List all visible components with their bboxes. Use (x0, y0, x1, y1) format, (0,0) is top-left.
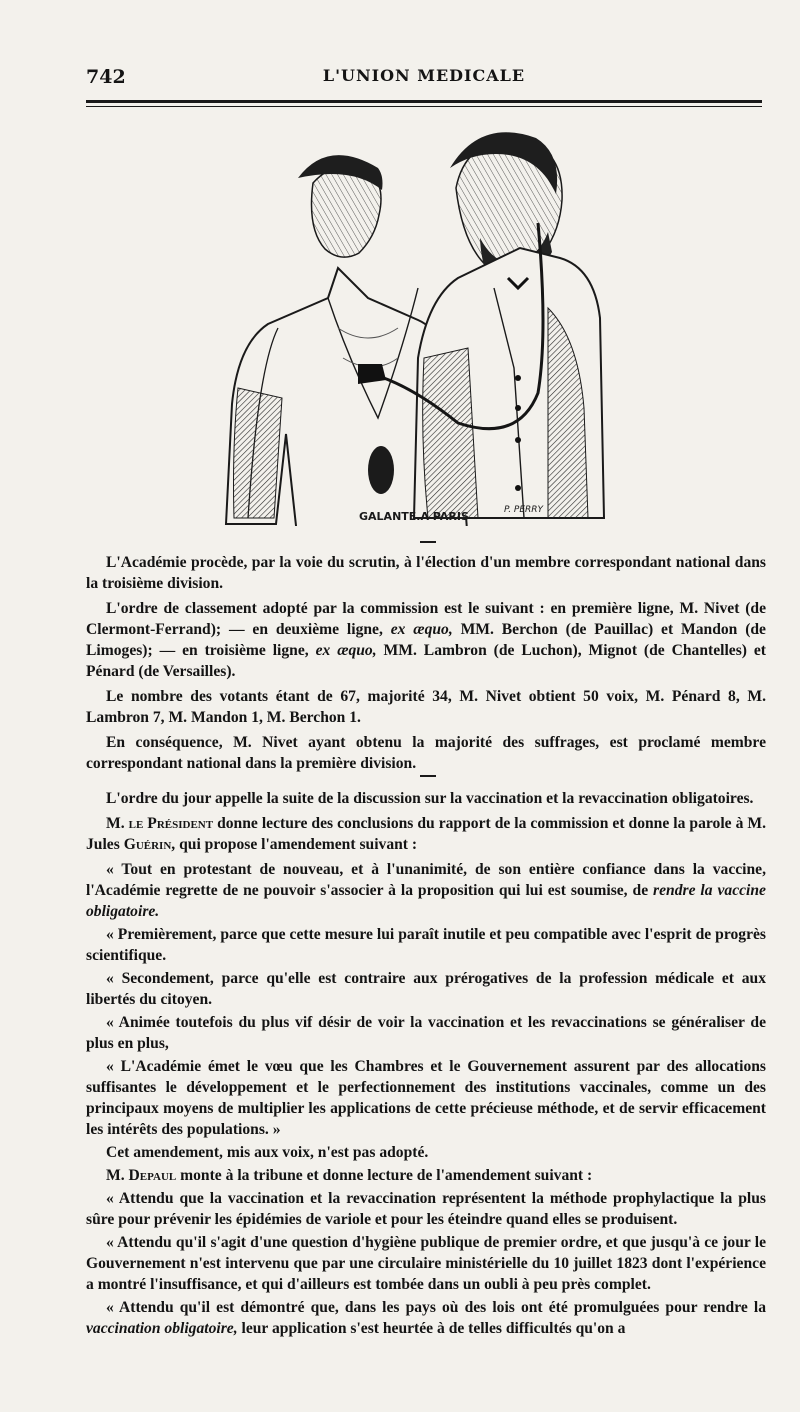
vaccination-debate-section (86, 788, 766, 1341)
page-number: 742 (86, 66, 126, 88)
engraver-signature: GALANTE.A PARIS (359, 510, 469, 523)
paragraph: « Animée toutefois du plus vif désir de voir la vaccination et les revaccinations se généraliser de plus en plus, (86, 1014, 766, 1052)
text-run: leur application s'est heurtée à de telles difficultés qu'on a (237, 1320, 626, 1337)
header-rule-thin (86, 106, 762, 107)
text-run: L'ordre de classement adopté par la commission est le suivant : en première ligne, M. Nivet (de Clermont-Ferrand); — en deuxième ligne, (86, 600, 766, 638)
text-run: MM. Lambron (de Luchon), Mignot (de Chantelles) et Pénard (de Versailles). (86, 642, 767, 680)
speaker-name: M. le Président (106, 815, 214, 832)
paragraph: « L'Académie émet le vœu que les Chambres et le Gouvernement assurent par des allocations suffisantes le développement et le perfectionnement des institutions vaccinales, comme un des principaux moyens de multiplier les applications de cette précieuse méthode, et de servir efficacement les intérêts des populations. » (86, 1058, 766, 1138)
paragraph: Cet amendement, mis aux voix, n'est pas adopté. (106, 1144, 429, 1161)
italic-run: vaccination obligatoire, (86, 1320, 238, 1337)
section-separator (420, 541, 436, 543)
paragraph: Le nombre des votants étant de 67, majorité 34, M. Nivet obtient 50 voix, M. Pénard 8, M. Lambron 7, M. Mandon 1, M. Berchon 1. (86, 688, 766, 726)
section-separator (420, 775, 436, 777)
header-rule (86, 100, 762, 103)
italic-run: ex æquo, (315, 642, 377, 659)
speaker-name: Guérin (123, 836, 172, 853)
paragraph (86, 859, 766, 922)
text-run: MM. Berchon (de Pauillac) et Mandon (de Limoges); — en troisième ligne, (86, 621, 766, 659)
paragraph: « Attendu qu'il s'agit d'une question d'hygiène publique de premier ordre, et que jusqu'à ce jour le Gouvernement n'est intervenu que par une circulaire ministérielle du 10 juillet 1823 dont l'expérience a montré l'insuffisance, et qui d'ailleurs est tombée dans un oubli à peu près complet. (86, 1234, 766, 1293)
paragraph (86, 1297, 766, 1339)
paragraph (86, 1165, 766, 1186)
speaker-name: M. Depaul (106, 1167, 177, 1184)
italic-run: ex æquo, (390, 621, 453, 638)
text-run: monte à la tribune et donne lecture de l'amendement suivant : (176, 1167, 593, 1184)
paragraph: L'Académie procède, par la voie du scrutin, à l'élection d'un membre correspondant national dans la troisième division. (86, 554, 766, 592)
paragraph (86, 813, 766, 855)
page-header (86, 66, 762, 96)
artist-signature: P. PERRY (504, 505, 544, 515)
paragraph: L'ordre du jour appelle la suite de la discussion sur la vaccination et la revaccination obligatoires. (106, 790, 754, 807)
paragraph: « Attendu que la vaccination et la revaccination représentent la méthode prophylactique la plus sûre pour prévenir les épidémies de variole et pour les éteindre quand elles se produisent. (86, 1190, 766, 1228)
text-run: « Tout en protestant de nouveau, et à l'unanimité, de son entière confiance dans la vaccine, l'Académie regrette de ne pouvoir s'associer à la proposition qui lui est soumise, de (86, 861, 766, 899)
engraving-drawing (218, 128, 628, 526)
paragraph: En conséquence, M. Nivet ayant obtenu la majorité des suffrages, est proclamé membre correspondant national dans la première division. (86, 734, 766, 772)
physician-figure (414, 132, 604, 518)
text-run: , qui propose l'amendement suivant : (171, 836, 418, 853)
running-title: L'UNION MEDICALE (322, 66, 526, 85)
italic-run: rendre la vaccine obligatoire. (86, 882, 766, 920)
paragraph (86, 598, 766, 682)
text-run: donne lecture des conclusions du rapport de la commission et donne la parole à M. Jules (86, 815, 766, 853)
election-section (86, 552, 766, 778)
paragraph: « Secondement, parce qu'elle est contraire aux prérogatives de la profession médicale et aux libertés du citoyen. (86, 970, 766, 1008)
paragraph: « Premièrement, parce que cette mesure lui paraît inutile et peu compatible avec l'esprit de progrès scientifique. (86, 926, 766, 964)
text-run: « Attendu qu'il est démontré que, dans les pays où des lois ont été promulguées pour rendre la (106, 1299, 766, 1316)
engraving-stethoscope-illustration (218, 128, 628, 526)
